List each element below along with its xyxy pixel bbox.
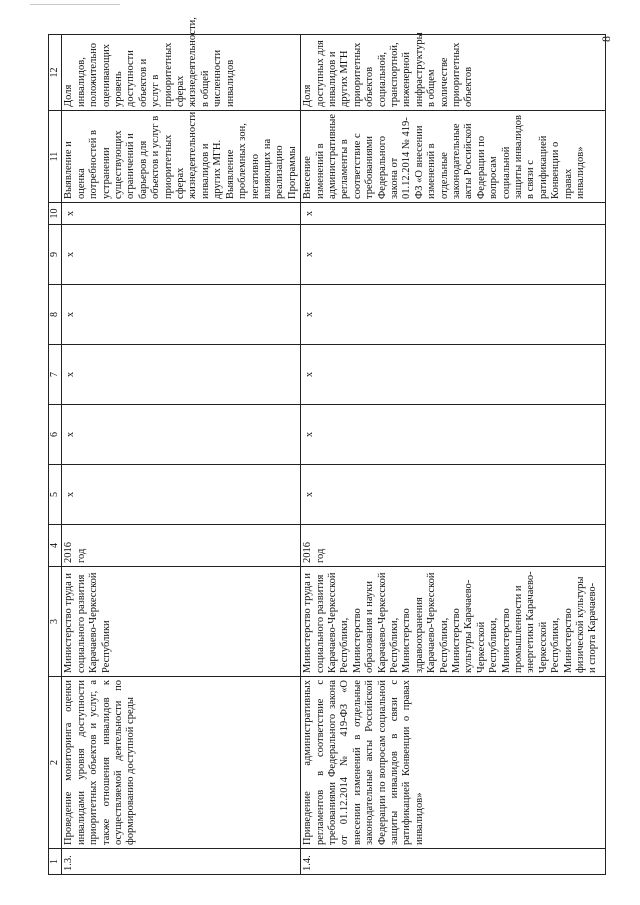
cell-col-5: х (62, 465, 301, 525)
col-header-7: 7 (49, 345, 62, 405)
executor: Министерство труда и социального развития Карачаево-Черкесской Республики (62, 567, 301, 677)
cell-col-10: х (301, 203, 606, 225)
col-header-11: 11 (49, 111, 62, 203)
scan-artifact-line (30, 4, 120, 5)
cell-col-8: х (62, 285, 301, 345)
target-indicator: Доля инвалидов, положительно оценивающих уровень доступности объектов и услуг в приоритетных сферах жизнедеятельности, в общей численности инвалидов (62, 35, 301, 111)
row-number: 1.4. (301, 849, 606, 875)
expected-result: Выявление и оценка потребностей в устранении существующих ограничений и барьеров для объектов и услуг в приоритетных сферах жизнедеятельности инвалидов и других МГН. Выявление проблемных зон, негативно влияющих на реализацию Программы (62, 111, 301, 203)
event-name: Приведение административных регламентов в соответствие с требованиями Федерального закона от 01.12.2014 № 419-ФЗ «О внесении изменений в отдельные законодательные акты Российской Федерации по вопросам социальной защиты инвалидов в связи с ратификацией Конвенции о правах инвалидов» (301, 677, 606, 849)
col-header-5: 5 (49, 465, 62, 525)
cell-col-9: х (301, 225, 606, 285)
col-header-3: 3 (49, 567, 62, 677)
page-number: 8 (599, 36, 613, 42)
col-header-4: 4 (49, 525, 62, 567)
executor: Министерство труда и социального развития Карачаево-Черкесской Республики, Министерство образования и науки Карачаево-Черкесской Республики, Министерство здравоохранения Карачаево-Черкесской Республики, Министерство культуры Карачаево-Черкесской Республики, Министерство промышленности и энергетики Карачаево-Черкесской Республики, Министерство физической культуры и спорта Карачаево- (301, 567, 606, 677)
cell-col-9: х (62, 225, 301, 285)
col-header-1: 1 (49, 849, 62, 875)
measures-table (48, 17, 606, 875)
cell-col-7: х (301, 345, 606, 405)
expected-result: Внесение изменений в административные регламенты в соответствие с требованиями Федерального закона от 01.12.2014 № 419-ФЗ «О внесении изменений в отдельные законодательные акты Российской Федерации по вопросам социальной защиты инвалидов в связи с ратификацией Конвенции о правах инвалидов» (301, 111, 606, 203)
rotated-page-content (48, 17, 599, 875)
table-row (62, 35, 301, 875)
col-header-8: 8 (49, 285, 62, 345)
cell-col-6: х (301, 405, 606, 465)
header-row (49, 35, 62, 875)
cell-col-7: х (62, 345, 301, 405)
cell-col-6: х (62, 405, 301, 465)
cell-col-8: х (301, 285, 606, 345)
table-row (301, 35, 606, 875)
year: 2016 год (301, 525, 606, 567)
year: 2016 год (62, 525, 301, 567)
target-indicator: Доля доступных для инвалидов и других МГН приоритетных объектов социальной, транспортной, инженерной инфраструктуры в общем количестве приоритетных объектов (301, 35, 606, 111)
event-name: Проведение мониторинга оценки инвалидами уровня доступности приоритетных объектов и услуг, а также отношения инвалидов к осуществляемой деятельности по формированию доступной среды (62, 677, 301, 849)
col-header-9: 9 (49, 225, 62, 285)
col-header-2: 2 (49, 677, 62, 849)
col-header-6: 6 (49, 405, 62, 465)
col-header-10: 10 (49, 203, 62, 225)
row-number: 1.3. (62, 849, 301, 875)
cell-col-10: х (62, 203, 301, 225)
cell-col-5: х (301, 465, 606, 525)
col-header-12: 12 (49, 35, 62, 111)
